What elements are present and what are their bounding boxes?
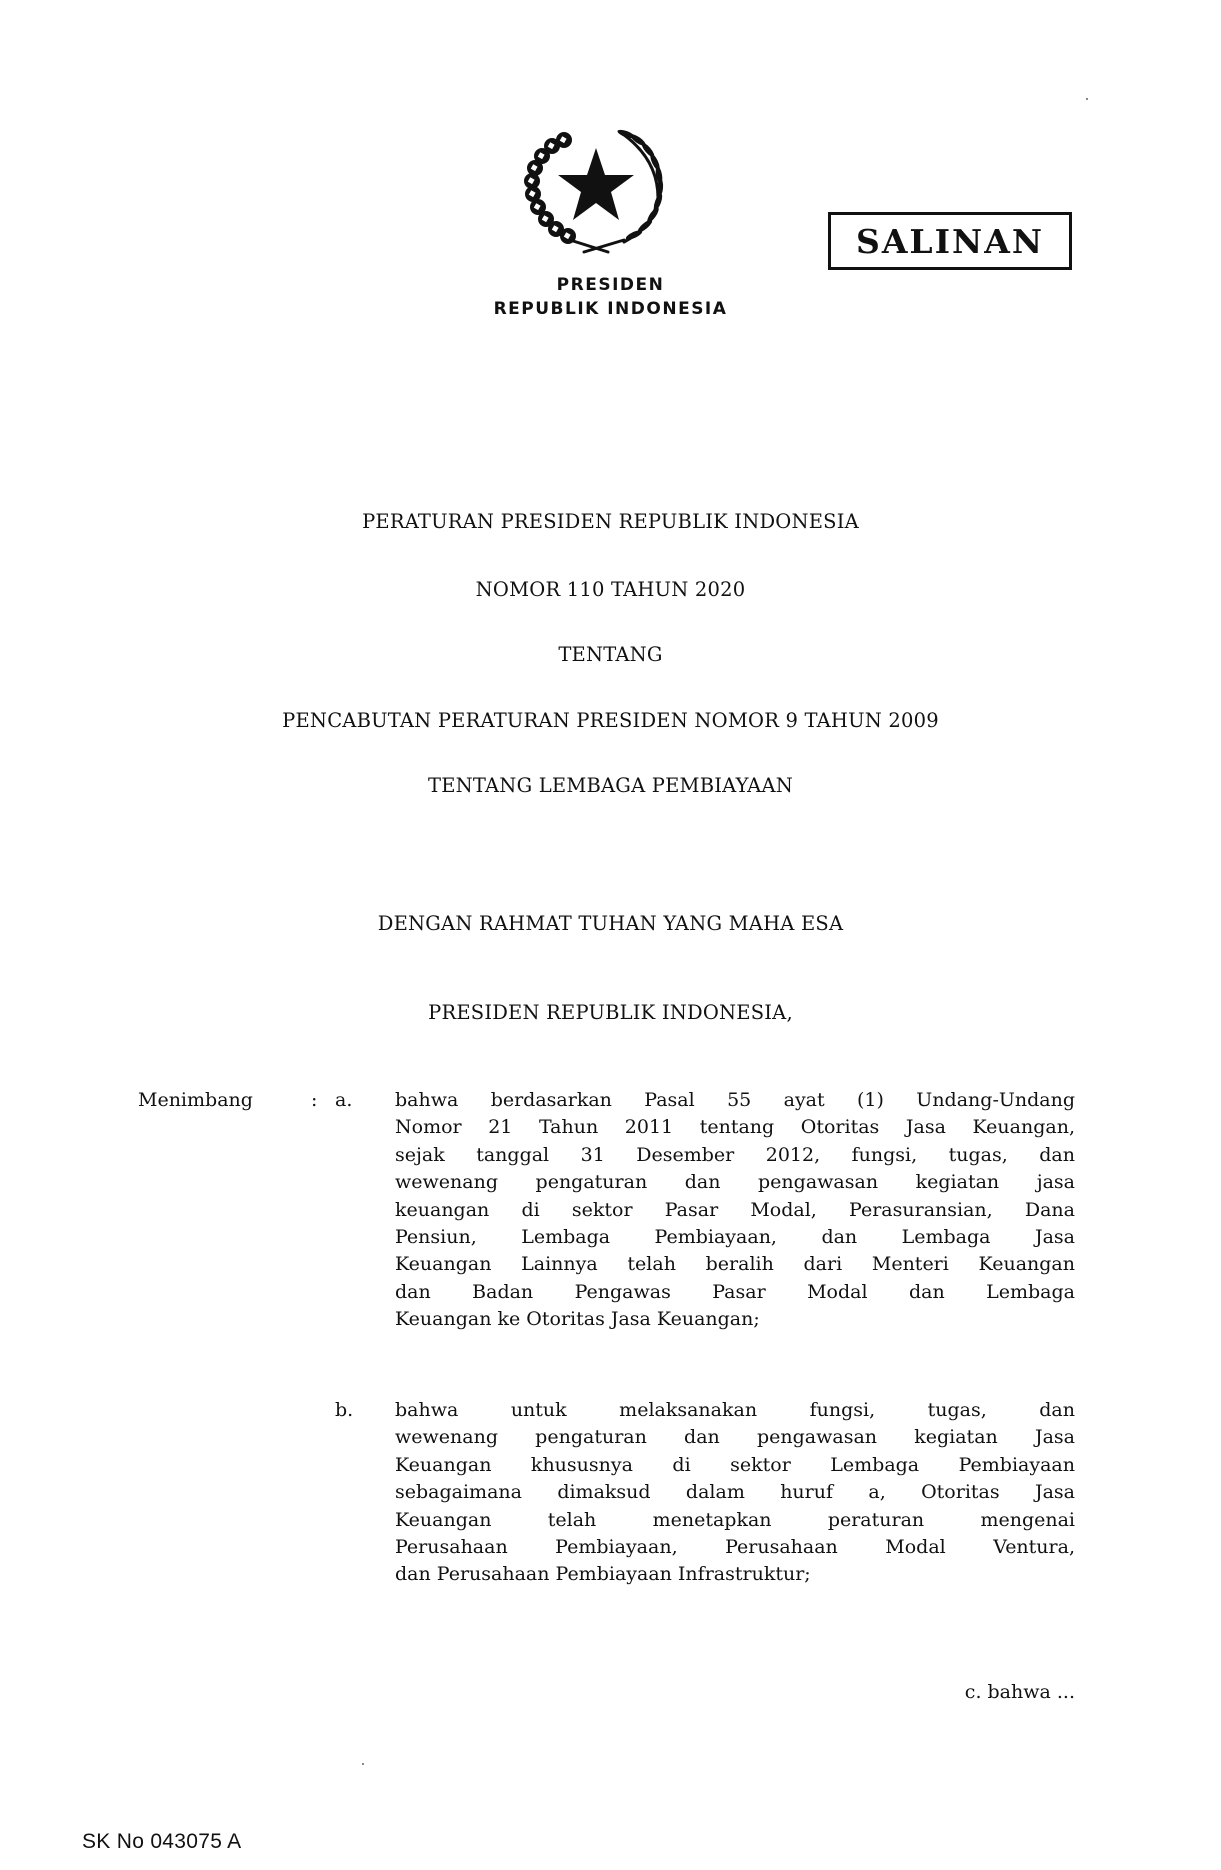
text-line: Keuangan Lainnya telah beralih dari Menteri Keuangan	[395, 1253, 1075, 1276]
text-line: dan Badan Pengawas Pasar Modal dan Lembaga	[395, 1280, 1075, 1303]
presidential-emblem-icon	[508, 118, 684, 258]
consideration-a	[395, 1087, 1075, 1334]
continuation-marker: c. bahwa ...	[964, 1681, 1075, 1703]
menimbang-label: Menimbang	[138, 1089, 253, 1111]
title-number: NOMOR 110 TAHUN 2020	[475, 578, 746, 601]
text-line: Keuangan ke Otoritas Jasa Keuangan;	[395, 1308, 760, 1331]
authority: PRESIDEN REPUBLIK INDONESIA,	[428, 1001, 793, 1024]
sk-number: SK No 043075 A	[82, 1830, 242, 1853]
text-line: Pensiun, Lembaga Pembiayaan, dan Lembaga Jasa	[395, 1226, 1075, 1249]
text-line: Keuangan khususnya di sektor Lembaga Pembiayaan	[395, 1453, 1075, 1476]
text-line: Perusahaan Pembiayaan, Perusahaan Modal Ventura,	[395, 1536, 1075, 1559]
text-line: sejak tanggal 31 Desember 2012, fungsi, tugas, dan	[395, 1143, 1075, 1166]
item-letter-a: a.	[335, 1089, 353, 1111]
emblem-label-republik-indonesia: REPUBLIK INDONESIA	[493, 299, 728, 319]
invocation: DENGAN RAHMAT TUHAN YANG MAHA ESA	[377, 912, 844, 935]
text-line: Keuangan telah menetapkan peraturan mengenai	[395, 1508, 1075, 1531]
title-tentang: TENTANG	[558, 643, 663, 666]
text-line: wewenang pengaturan dan pengawasan kegiatan jasa	[395, 1171, 1075, 1194]
text-line: sebagaimana dimaksud dalam huruf a, Otoritas Jasa	[395, 1481, 1075, 1504]
text-line: bahwa untuk melaksanakan fungsi, tugas, dan	[395, 1399, 1075, 1421]
title-subject-continued: TENTANG LEMBAGA PEMBIAYAAN	[427, 774, 794, 797]
text-line: wewenang pengaturan dan pengawasan kegiatan Jasa	[395, 1426, 1075, 1449]
text-line: keuangan di sektor Pasar Modal, Perasuransian, Dana	[395, 1198, 1075, 1221]
salinan-stamp: SALINAN	[828, 212, 1072, 270]
scan-speck	[1086, 98, 1088, 100]
title-subject: PENCABUTAN PERATURAN PRESIDEN NOMOR 9 TAHUN 2009	[282, 709, 939, 732]
text-line: dan Perusahaan Pembiayaan Infrastruktur;	[395, 1563, 811, 1586]
text-line: bahwa berdasarkan Pasal 55 ayat (1) Undang-Undang	[395, 1089, 1075, 1111]
title-regulation: PERATURAN PRESIDEN REPUBLIK INDONESIA	[362, 510, 859, 533]
scan-speck	[362, 1763, 364, 1765]
item-letter-b: b.	[335, 1399, 354, 1421]
menimbang-colon: :	[311, 1089, 318, 1111]
text-line: Nomor 21 Tahun 2011 tentang Otoritas Jasa Keuangan,	[395, 1116, 1075, 1139]
consideration-b	[395, 1397, 1075, 1589]
emblem-label-presiden: PRESIDEN	[556, 275, 665, 295]
